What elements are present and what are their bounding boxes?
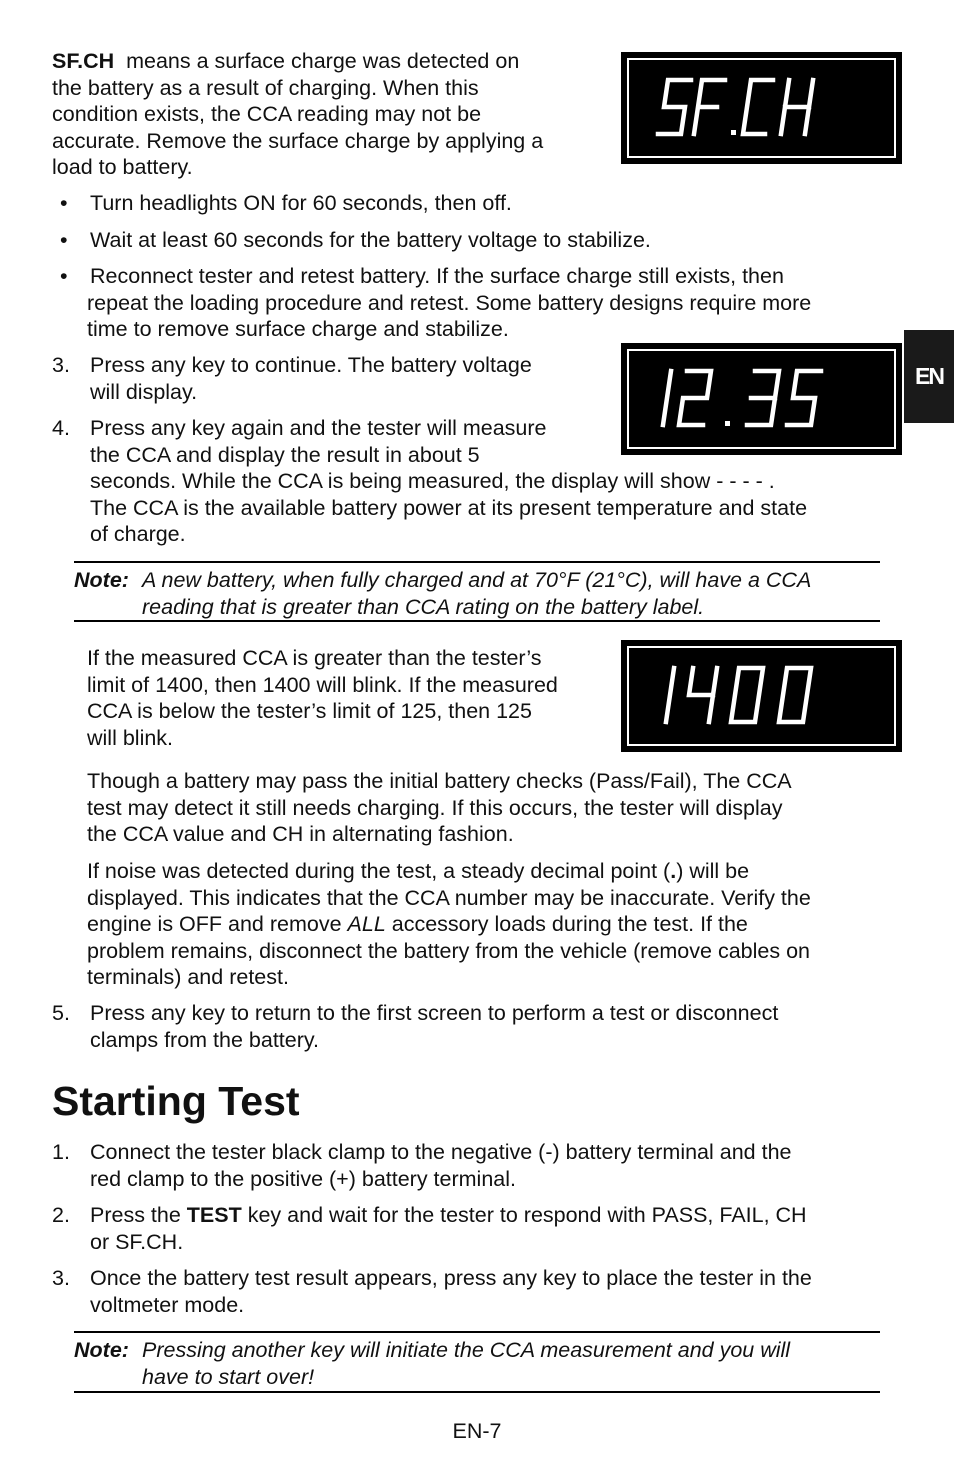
pass-paragraph: Though a battery may pass the initial battery checks (Pass/Fail), The CCA test may detect it still needs charging. If this occurs, the tester will display the CCA value and CH in alternating fashion.: [87, 769, 792, 846]
start-step-1-text: Connect the tester black clamp to the negative (-) battery terminal and the red clamp to the positive (+) battery terminal.: [90, 1140, 792, 1191]
lcd-display-cca: [621, 640, 902, 752]
bullet-item: Reconnect tester and retest battery. If the surface charge still exists, then repeat the loading procedure and retest. Some battery designs require more time to remove surface charge and stabilize.: [87, 264, 812, 341]
page-number: EN-7: [452, 1419, 502, 1443]
note-text: Pressing another key will initiate the CCA measurement and you will have to start over!: [142, 1338, 791, 1389]
start-step-2-text: Press the TEST key and wait for the tester to respond with PASS, FAIL, CH or SF.CH.: [90, 1203, 807, 1254]
step-number: 3.: [52, 353, 70, 377]
note-label: Note:: [74, 568, 129, 592]
step-number: 4.: [52, 416, 70, 440]
note-label: Note:: [74, 1338, 129, 1362]
step-number: 2.: [52, 1203, 70, 1227]
bullet-item: Turn headlights ON for 60 seconds, then off.: [90, 191, 512, 215]
test-key-label: TEST: [186, 1203, 242, 1227]
language-tab: EN: [904, 330, 954, 423]
lcd-display-sfch: [621, 52, 902, 164]
bullet-dot: •: [60, 191, 68, 215]
noise-paragraph: If noise was detected during the test, a steady decimal point (.) will be displayed. This indicates that the CCA number may be inaccurate. Verify the engine is OFF and remove ALL accessory loads during the test. If the problem remains, disconnect the battery from the vehicle (remove cables on terminals) and retest.: [87, 859, 811, 989]
bullet-dot: •: [60, 264, 68, 288]
step-number: 1.: [52, 1140, 70, 1164]
intro-paragraph: SF.CH means a surface charge was detected on the battery as a result of charging. When this condition exists, the CCA reading may not be accurate. Remove the surface charge by applying a load to battery.: [52, 49, 544, 179]
note-box: [74, 1331, 880, 1393]
intro-term: SF.CH: [52, 49, 115, 73]
step-4-text: Press any key again and the tester will measure the CCA and display the result in about 5 seconds. While the CCA is being measured, the display will show - - - - . The CCA is the available battery power at its present temperature and state of charge.: [90, 416, 808, 546]
note-text: A new battery, when fully charged and at 70°F (21°C), will have a CCA reading that is greater than CCA rating on the battery label.: [142, 568, 812, 619]
limit-paragraph: If the measured CCA is greater than the tester’s limit of 1400, then 1400 will blink. If the measured CCA is below the tester’s limit of 125, then 125 will blink.: [87, 646, 558, 750]
step-number: 3.: [52, 1266, 70, 1290]
step-3-text: Press any key to continue. The battery voltage will display.: [90, 353, 532, 404]
note-box: [74, 561, 880, 622]
start-step-3-text: Once the battery test result appears, press any key to place the tester in the voltmeter mode.: [90, 1266, 812, 1317]
section-heading: Starting Test: [52, 1078, 300, 1124]
bullet-item: Wait at least 60 seconds for the battery voltage to stabilize.: [90, 228, 651, 252]
step-number: 5.: [52, 1001, 70, 1025]
step-5-text: Press any key to return to the first screen to perform a test or disconnect clamps from the battery.: [90, 1001, 779, 1052]
bullet-dot: •: [60, 228, 68, 252]
